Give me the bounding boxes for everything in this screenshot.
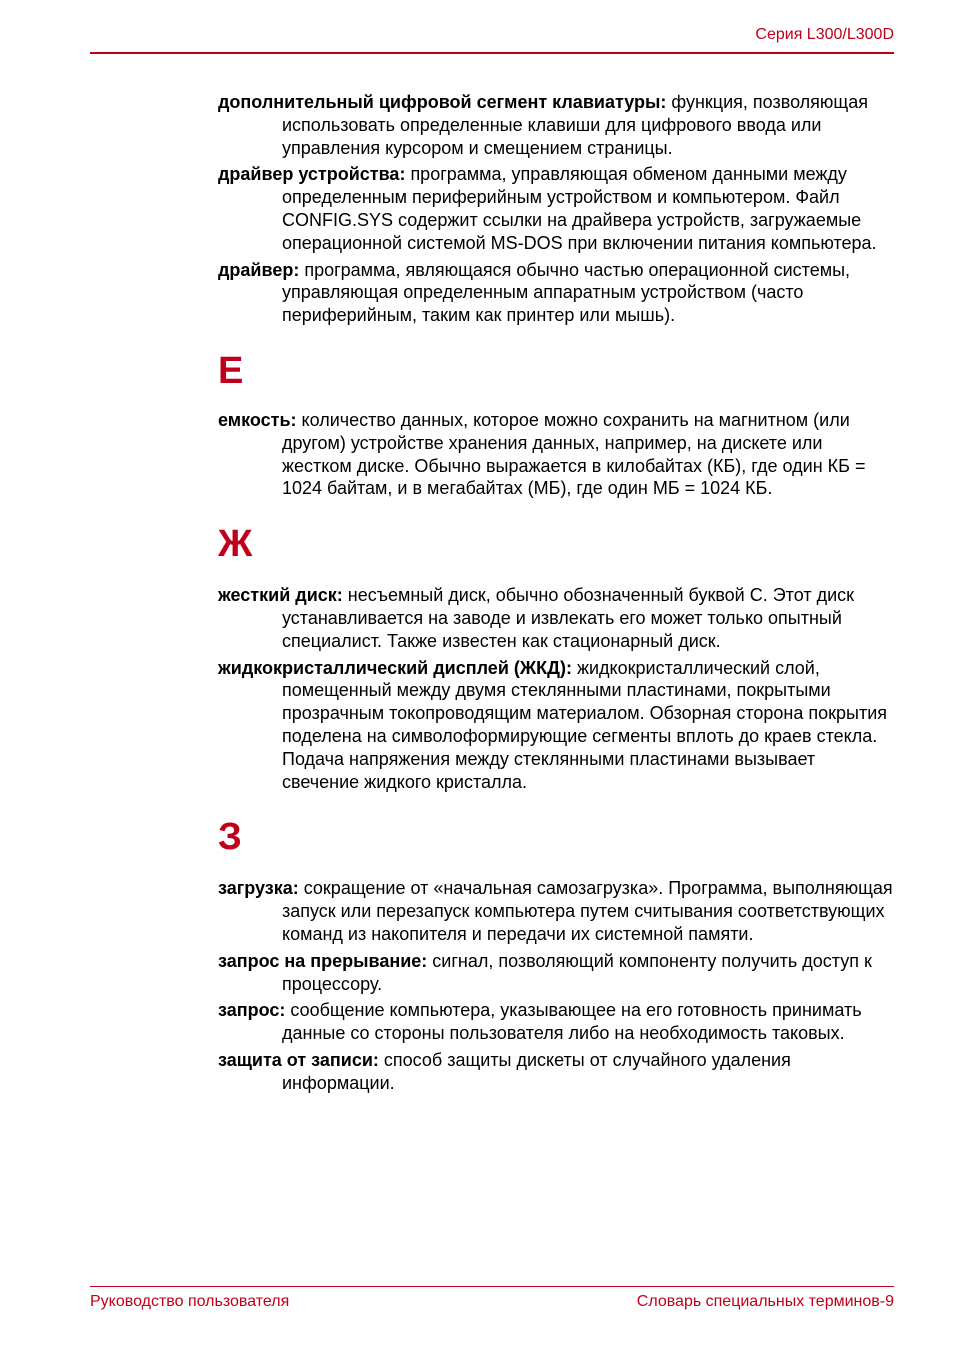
section-letter-z: З [218,816,242,859]
footer-page-label: Словарь специальных терминов-9 [636,1293,894,1310]
footer-rule [90,1286,894,1287]
glossary-definition: программа, управляющая обменом данными между определенным периферийным устройством и компьютером. Файл CONFIG.SYS содержит ссылки на драйвера устройств, загружаемые операционной системой MS-DOS при включении питания компьютера. [282,164,877,253]
glossary-entry [218,1049,894,1095]
section-letter-zh: Ж [218,523,253,566]
glossary-content [218,91,894,1099]
glossary-definition: сокращение от «начальная самозагрузка». Программа, выполняющая запуск или перезапуск компьютера путем считывания соответствующих команд из накопителя и передачи их системной памяти. [282,878,893,944]
glossary-term: драйвер устройства: [218,164,406,185]
glossary-term: дополнительный цифровой сегмент клавиатуры: [218,92,667,112]
footer-manual-title: Руководство пользователя [90,1293,290,1310]
glossary-definition: количество данных, которое можно сохранить на магнитном (или другом) устройстве хранения данных, например, на дискете или жестком диске. Обычно выражается в килобайтах (КБ), где один КБ = 1024 байтам, и в мегабайтах (МБ), где один МБ = 1024 КБ. [282,409,866,499]
glossary-term: емкость: [218,409,297,430]
glossary-term: запрос на прерывание: [218,950,428,971]
glossary-term: загрузка: [218,878,299,899]
glossary-entry [218,999,894,1045]
header-rule [90,52,894,54]
glossary-entry [218,163,894,254]
section-letter-e: Е [218,349,244,392]
glossary-entry [218,91,894,159]
glossary-term: запрос: [218,1000,286,1021]
glossary-entry [218,657,894,794]
glossary-definition: жидкокристаллический слой, помещенный между двумя стеклянными пластинами, покрытыми прозрачным токопроводящим материалом. Обзорная сторона покрытия поделена на символоформирующие сегменты вплоть до краев стекла. Подача напряжения между стеклянными пластинами вызывает свечение жидкого кристалла. [282,657,888,792]
glossary-term: защита от записи: [218,1049,379,1070]
glossary-term: жидкокристаллический дисплей (ЖКД): [218,657,572,678]
glossary-entry [218,409,894,500]
glossary-definition: способ защиты дискеты от случайного удаления информации. [282,1049,791,1093]
glossary-definition: программа, являющаяся обычно частью операционной системы, управляющая определенным аппаратным устройством (часто периферийным, таким как принтер или мышь). [282,259,851,326]
glossary-term: драйвер: [218,259,300,280]
glossary-term: жесткий диск: [218,585,343,606]
glossary-entry [218,259,894,327]
header-title: Серия L300/L300D [755,26,894,43]
glossary-entry [218,584,894,652]
glossary-definition: сигнал, позволяющий компоненту получить доступ к процессору. [282,950,872,994]
glossary-entry [218,950,894,996]
glossary-definition: несъемный диск, обычно обозначенный буквой C. Этот диск устанавливается на заводе и извлекать его может только опытный специалист. Также известен как стационарный диск. [282,585,855,651]
glossary-definition: функция, позволяющая использовать определенные клавиши для цифрового ввода или управления курсором и смещением страницы. [282,92,868,158]
glossary-entry [218,877,894,945]
glossary-definition: сообщение компьютера, указывающее на его готовность принимать данные со стороны пользователя либо на необходимость таковых. [282,1000,862,1044]
